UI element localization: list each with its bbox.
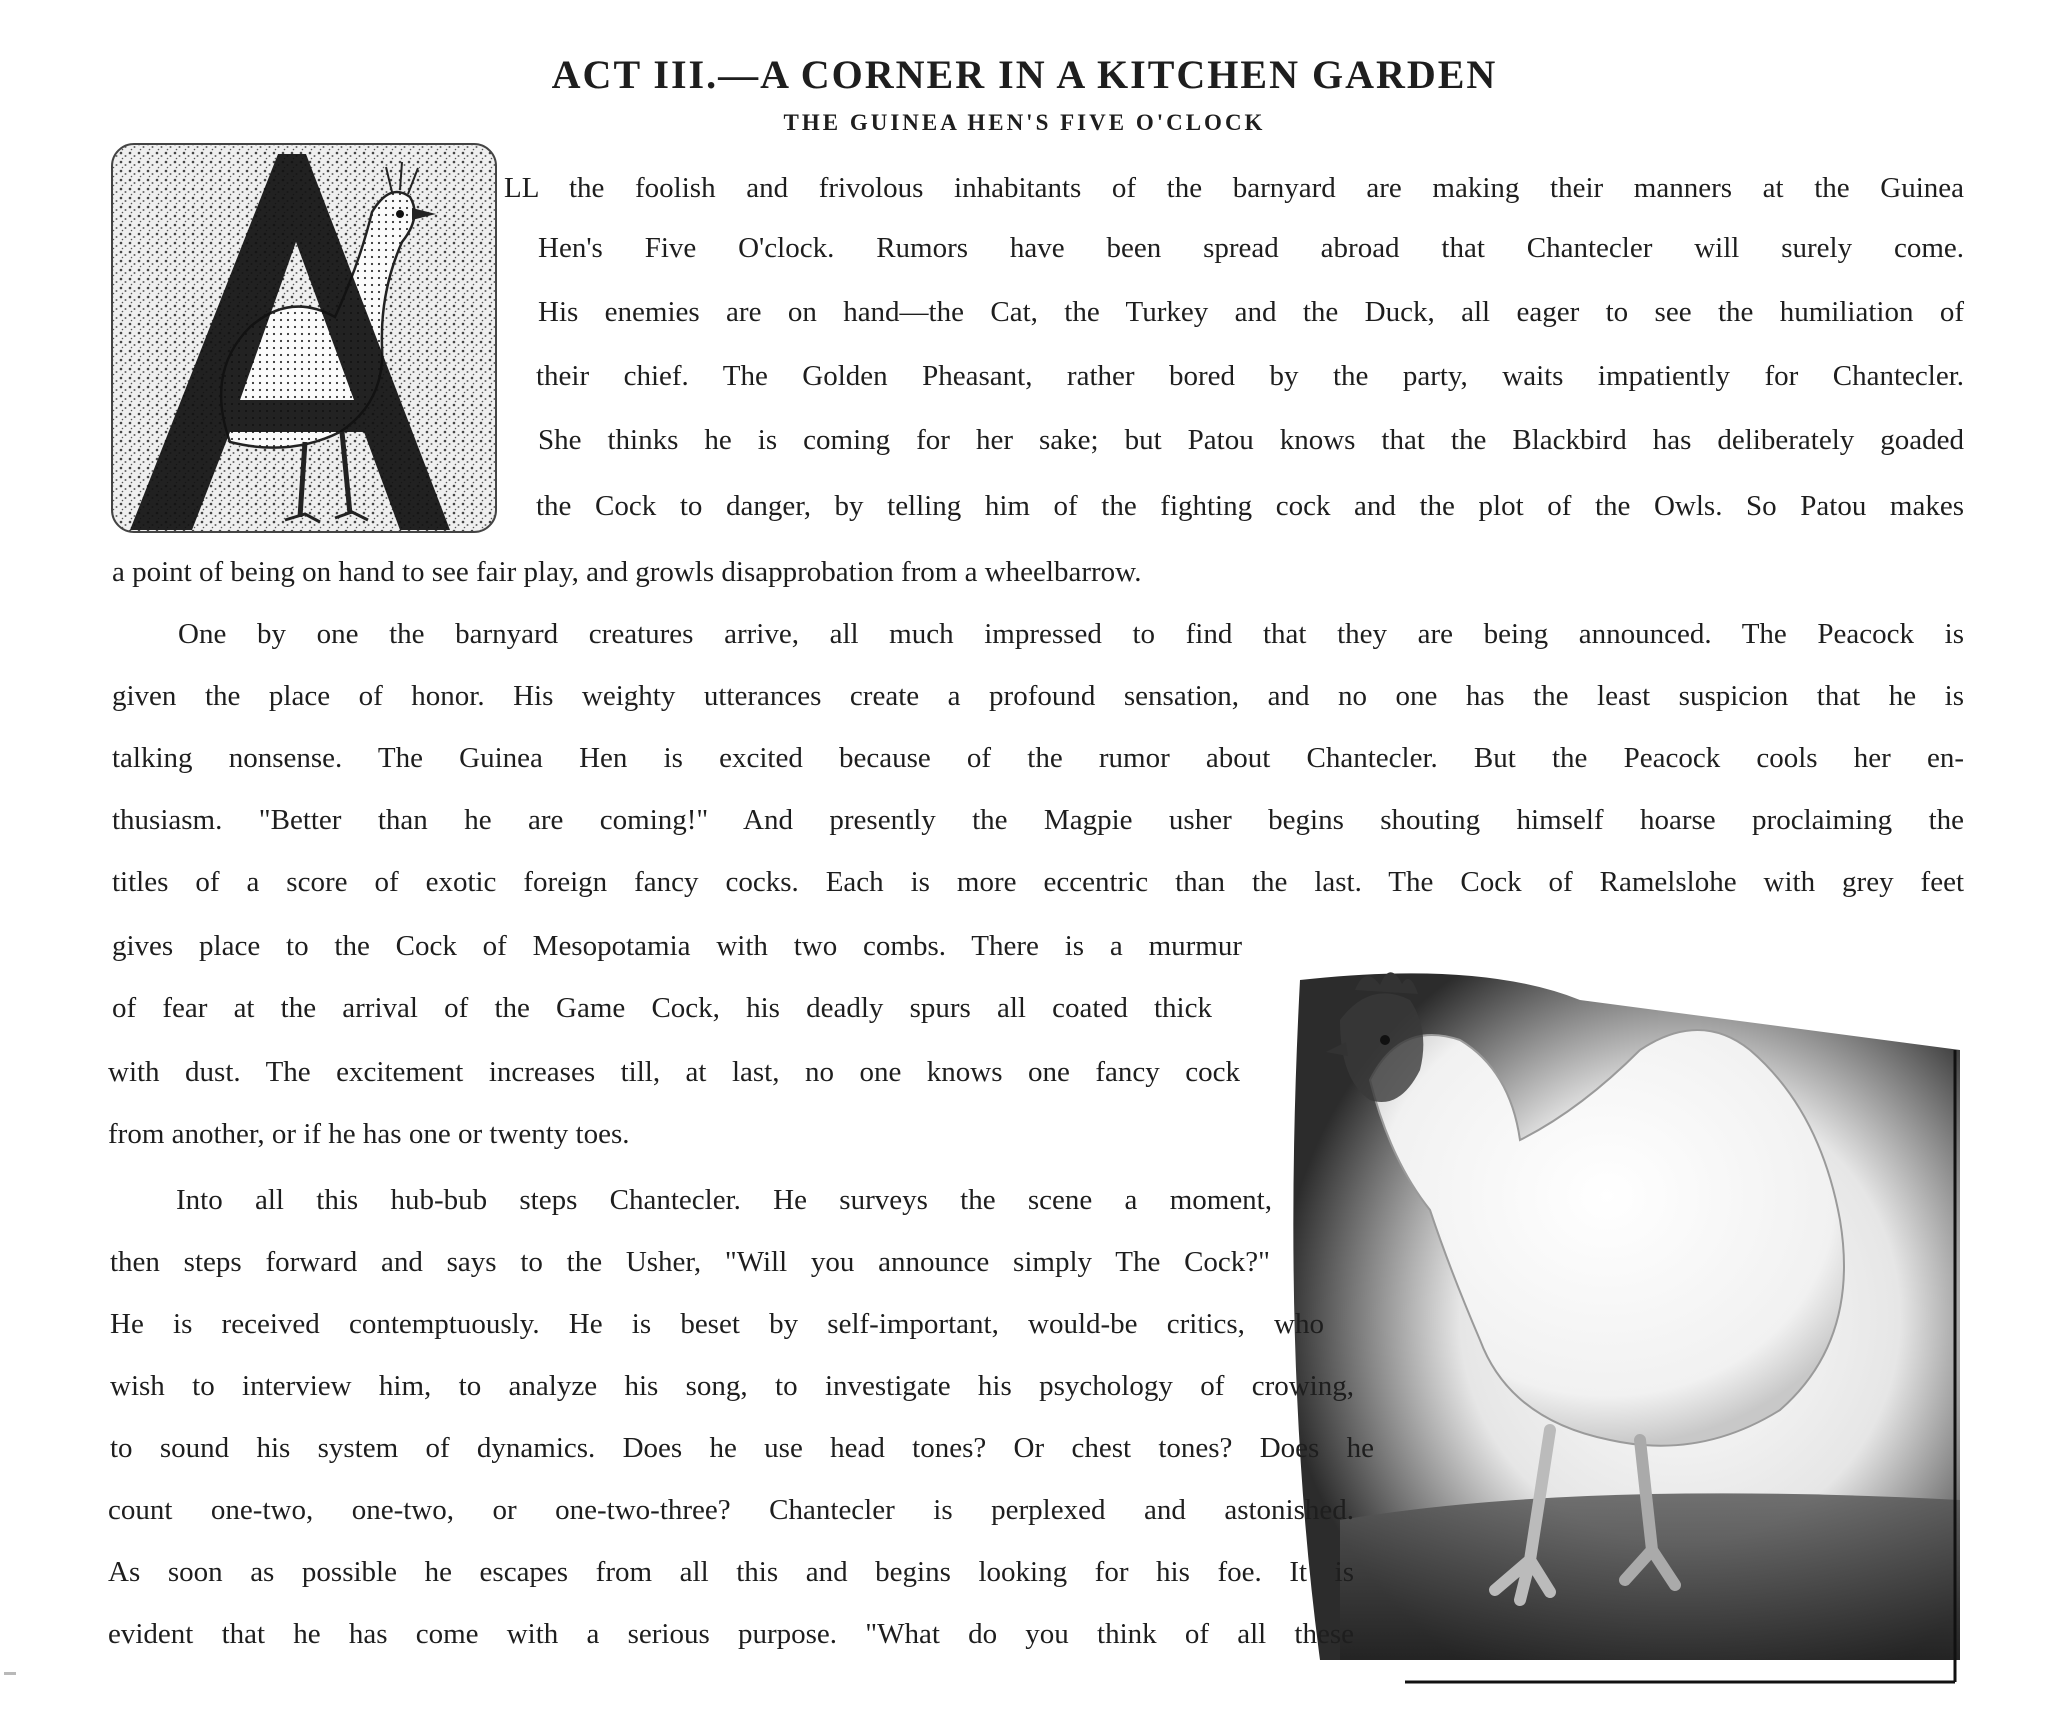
text-line: As soon as possible he escapes from all this and begins looking for his foe. It is (108, 1556, 1354, 1588)
text-line: LL the foolish and frivolous inhabitants of the barnyard are making their manners at the Guinea (504, 172, 1964, 204)
text-line: One by one the barnyard creatures arrive, all much impressed to find that they are being announced. The Peacock is (178, 618, 1964, 650)
text-line: Into all this hub-bub steps Chantecler. He surveys the scene a moment, (176, 1184, 1272, 1216)
text-line: evident that he has come with a serious purpose. "What do you think of all these (108, 1618, 1354, 1650)
text-line: with dust. The excitement increases till, at last, no one knows one fancy cock (108, 1056, 1240, 1088)
text-line: from another, or if he has one or twenty toes. (108, 1118, 630, 1150)
text-line: His enemies are on hand—the Cat, the Turkey and the Duck, all eager to see the humiliation of (538, 296, 1964, 328)
page-title: ACT III.—A CORNER IN A KITCHEN GARDEN (551, 52, 1498, 97)
text-line: talking nonsense. The Guinea Hen is excited because of the rumor about Chantecler. But the Peacock cools her en- (112, 742, 1964, 774)
white-cockerel-photograph (1280, 960, 1970, 1690)
text-line: a point of being on hand to see fair play, and growls disapprobation from a wheelbarrow. (112, 556, 1142, 588)
text-line: thusiasm. "Better than he are coming!" And presently the Magpie usher begins shouting himself hoarse proclaiming the (112, 804, 1964, 836)
text-line: titles of a score of exotic foreign fancy cocks. Each is more eccentric than the last. The Cock of Ramelslohe with grey feet (112, 866, 1964, 898)
text-line: Hen's Five O'clock. Rumors have been spread abroad that Chantecler will surely come. (538, 232, 1964, 264)
text-line: of fear at the arrival of the Game Cock, his deadly spurs all coated thick (112, 992, 1212, 1024)
text-line: then steps forward and says to the Usher, "Will you announce simply The Cock?" (110, 1246, 1270, 1278)
guinea-hen-drop-cap-illustration (110, 142, 498, 534)
text-line: He is received contemptuously. He is beset by self-important, would-be critics, who (110, 1308, 1324, 1340)
text-line: count one-two, one-two, or one-two-three? Chantecler is perplexed and astonished. (108, 1494, 1354, 1526)
text-line: given the place of honor. His weighty utterances create a profound sensation, and no one has the least suspicion that he is (112, 680, 1964, 712)
text-line: their chief. The Golden Pheasant, rather bored by the party, waits impatiently for Chantecler. (536, 360, 1964, 392)
scan-speck (4, 1672, 16, 1675)
text-line: gives place to the Cock of Mesopotamia with two combs. There is a murmur (112, 930, 1242, 962)
page-subtitle: THE GUINEA HEN'S FIVE O'CLOCK (783, 110, 1266, 135)
text-line: the Cock to danger, by telling him of the fighting cock and the plot of the Owls. So Patou makes (536, 490, 1964, 522)
text-line: She thinks he is coming for her sake; but Patou knows that the Blackbird has deliberately goaded (538, 424, 1964, 456)
text-line: to sound his system of dynamics. Does he use head tones? Or chest tones? Does he (110, 1432, 1374, 1464)
text-line: wish to interview him, to analyze his song, to investigate his psychology of crowing, (110, 1370, 1354, 1402)
